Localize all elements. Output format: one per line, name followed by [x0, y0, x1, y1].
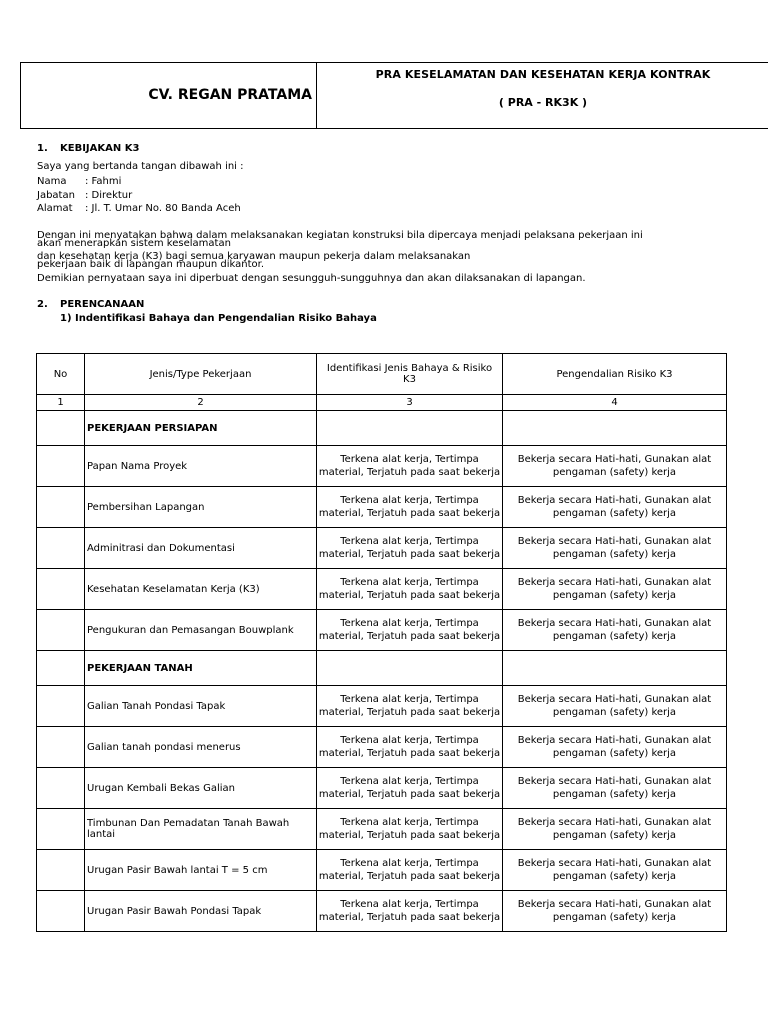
job-type-cell: Timbunan Dan Pemadatan Tanah Bawah lantai [85, 809, 317, 850]
risk-control-cell: Bekerja secara Hati-hati, Gunakan alat pengaman (safety) kerja [503, 569, 727, 610]
row-number-cell [37, 809, 85, 850]
risk-control-cell: Bekerja secara Hati-hati, Gunakan alat pengaman (safety) kerja [503, 891, 727, 932]
section1-title: KEBIJAKAN K3 [60, 143, 140, 154]
table-row [37, 891, 727, 932]
row-number-cell [37, 850, 85, 891]
field-value-nama: : Fahmi [85, 176, 122, 187]
job-type-cell: Urugan Pasir Bawah lantai T = 5 cm [85, 850, 317, 891]
row-number-cell [37, 768, 85, 809]
job-type-cell: Adminitrasi dan Dokumentasi [85, 528, 317, 569]
hazard-cell: Terkena alat kerja, Tertimpa material, Terjatuh pada saat bekerja [317, 850, 503, 891]
row-number-cell [37, 651, 85, 686]
field-value-jabatan: : Direktur [85, 190, 133, 201]
hazard-cell: Terkena alat kerja, Tertimpa material, Terjatuh pada saat bekerja [317, 809, 503, 850]
hazard-cell: Terkena alat kerja, Tertimpa material, Terjatuh pada saat bekerja [317, 487, 503, 528]
job-type-cell: Pengukuran dan Pemasangan Bouwplank [85, 610, 317, 651]
job-type-cell: Papan Nama Proyek [85, 446, 317, 487]
hazard-cell: Terkena alat kerja, Tertimpa material, Terjatuh pada saat bekerja [317, 891, 503, 932]
hazard-cell: Terkena alat kerja, Tertimpa material, Terjatuh pada saat bekerja [317, 727, 503, 768]
table-row [37, 809, 727, 850]
statement-line-3: dan kesehatan kerja (K3) bagi semua karyawan maupun pekerja dalam melaksanakan [37, 251, 471, 262]
statement-line-4: pekerjaan baik di lapangan maupun dikantor. [37, 259, 265, 270]
table-row [37, 569, 727, 610]
row-number-cell [37, 727, 85, 768]
section2-number: 2. [37, 299, 48, 310]
row-number-cell [37, 411, 85, 446]
form-code: ( PRA - RK3K ) [498, 96, 588, 109]
header-border-bottom [20, 128, 768, 129]
category-title: PEKERJAAN TANAH [85, 651, 317, 686]
row-number-cell [37, 610, 85, 651]
risk-control-cell [503, 411, 727, 446]
hazard-cell: Terkena alat kerja, Tertimpa material, Terjatuh pada saat bekerja [317, 610, 503, 651]
hazard-cell: Terkena alat kerja, Tertimpa material, Terjatuh pada saat bekerja [317, 528, 503, 569]
risk-control-cell: Bekerja secara Hati-hati, Gunakan alat pengaman (safety) kerja [503, 528, 727, 569]
job-type-cell: Galian Tanah Pondasi Tapak [85, 686, 317, 727]
category-row [37, 411, 727, 446]
company-name: CV. REGAN PRATAMA [148, 87, 312, 103]
hazard-cell: Terkena alat kerja, Tertimpa material, Terjatuh pada saat bekerja [317, 446, 503, 487]
table-row [37, 487, 727, 528]
table-row [37, 727, 727, 768]
table-row [37, 768, 727, 809]
risk-control-cell [503, 651, 727, 686]
job-type-cell: Urugan Kembali Bekas Galian [85, 768, 317, 809]
table-row [37, 850, 727, 891]
risk-control-cell: Bekerja secara Hati-hati, Gunakan alat pengaman (safety) kerja [503, 850, 727, 891]
field-label-jabatan: Jabatan [37, 190, 75, 201]
field-value-alamat: : Jl. T. Umar No. 80 Banda Aceh [85, 203, 241, 214]
statement-line-2: akan menerapkan sistem keselamatan [37, 238, 231, 249]
hazard-risk-table [36, 353, 727, 932]
col-number-3: 3 [317, 395, 503, 411]
risk-control-cell: Bekerja secara Hati-hati, Gunakan alat pengaman (safety) kerja [503, 610, 727, 651]
category-title: PEKERJAAN PERSIAPAN [85, 411, 317, 446]
statement-line-5: Demikian pernyataan saya ini diperbuat dengan sesungguh-sungguhnya dan akan dilaksanakan di lapangan. [37, 273, 586, 284]
table-column-number-row [37, 395, 727, 411]
row-number-cell [37, 528, 85, 569]
section2-title: PERENCANAAN [60, 299, 145, 310]
risk-control-cell: Bekerja secara Hati-hati, Gunakan alat pengaman (safety) kerja [503, 809, 727, 850]
section2-subtitle: 1) Indentifikasi Bahaya dan Pengendalian Risiko Bahaya [60, 313, 377, 324]
statement-line-1: Dengan ini menyatakan bahwa dalam melaksanakan kegiatan konstruksi bila dipercaya menjadi pelaksana pekerjaan ini [37, 230, 643, 241]
table-header-row [37, 354, 727, 395]
hazard-cell: Terkena alat kerja, Tertimpa material, Terjatuh pada saat bekerja [317, 768, 503, 809]
col-number-1: 1 [37, 395, 85, 411]
field-label-nama: Nama [37, 176, 67, 187]
col-number-4: 4 [503, 395, 727, 411]
table-row [37, 446, 727, 487]
table-row [37, 610, 727, 651]
category-row [37, 651, 727, 686]
form-title: PRA KESELAMATAN DAN KESEHATAN KERJA KONTRAK [375, 68, 711, 81]
risk-control-cell: Bekerja secara Hati-hati, Gunakan alat pengaman (safety) kerja [503, 446, 727, 487]
hazard-cell [317, 651, 503, 686]
row-number-cell [37, 487, 85, 528]
header-risk-control: Pengendalian Risiko K3 [503, 354, 727, 395]
table-row [37, 686, 727, 727]
risk-control-cell: Bekerja secara Hati-hati, Gunakan alat pengaman (safety) kerja [503, 487, 727, 528]
row-number-cell [37, 686, 85, 727]
job-type-cell: Kesehatan Keselamatan Kerja (K3) [85, 569, 317, 610]
header-hazard-identification: Identifikasi Jenis Bahaya & Risiko K3 [317, 354, 503, 395]
row-number-cell [37, 891, 85, 932]
job-type-cell: Galian tanah pondasi menerus [85, 727, 317, 768]
field-label-alamat: Alamat [37, 203, 73, 214]
section1-intro: Saya yang bertanda tangan dibawah ini : [37, 161, 244, 172]
header-no: No [37, 354, 85, 395]
section1-number: 1. [37, 143, 48, 154]
hazard-cell [317, 411, 503, 446]
header-job-type: Jenis/Type Pekerjaan [85, 354, 317, 395]
risk-control-cell: Bekerja secara Hati-hati, Gunakan alat pengaman (safety) kerja [503, 768, 727, 809]
risk-control-cell: Bekerja secara Hati-hati, Gunakan alat pengaman (safety) kerja [503, 686, 727, 727]
job-type-cell: Urugan Pasir Bawah Pondasi Tapak [85, 891, 317, 932]
job-type-cell: Pembersihan Lapangan [85, 487, 317, 528]
col-number-2: 2 [85, 395, 317, 411]
header-divider [316, 62, 317, 129]
risk-control-cell: Bekerja secara Hati-hati, Gunakan alat pengaman (safety) kerja [503, 727, 727, 768]
row-number-cell [37, 569, 85, 610]
row-number-cell [37, 446, 85, 487]
hazard-cell: Terkena alat kerja, Tertimpa material, Terjatuh pada saat bekerja [317, 686, 503, 727]
table-row [37, 528, 727, 569]
hazard-cell: Terkena alat kerja, Tertimpa material, Terjatuh pada saat bekerja [317, 569, 503, 610]
